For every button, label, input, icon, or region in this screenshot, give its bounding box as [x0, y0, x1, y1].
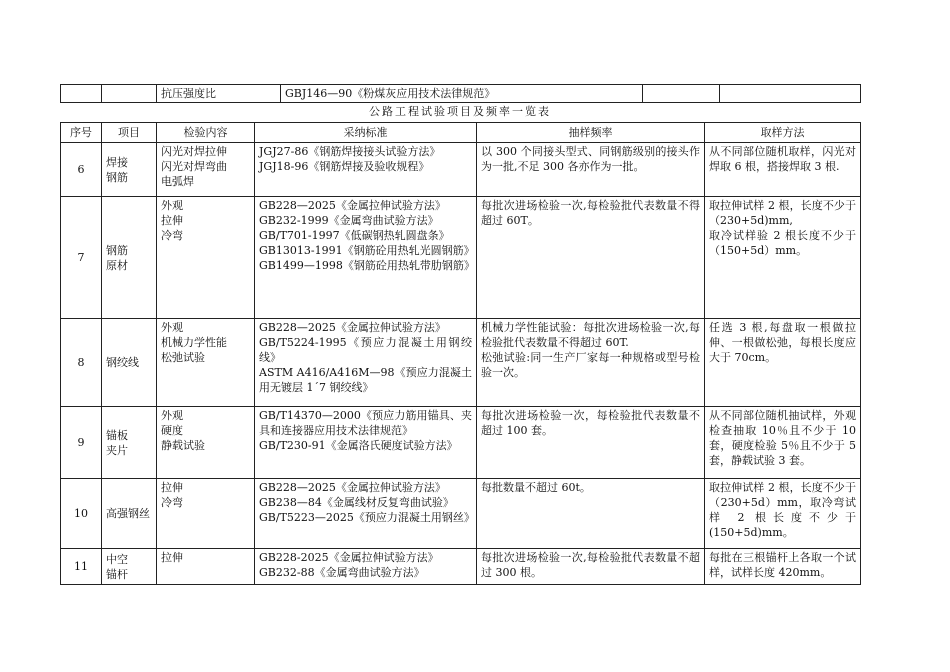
content-cell [157, 319, 255, 407]
frequency-cell [477, 197, 705, 319]
method-cell [705, 479, 861, 549]
table-row [61, 479, 861, 549]
frequency-cell [477, 319, 705, 407]
content-line: 拉伸 [161, 481, 183, 494]
method-text: 取拉伸试样 2 根，长度不少于（230+5d)mm, [709, 199, 856, 227]
content-line: 外观 [161, 321, 183, 334]
table-row [61, 143, 861, 197]
content-line: 冷弯 [161, 496, 183, 509]
standard-line: GB228—2025《金属拉伸试验方法》 [259, 481, 446, 494]
header-row [61, 123, 861, 143]
standard-cell [255, 197, 477, 319]
item-label: 高强钢丝 [106, 507, 150, 520]
frequency-text: 每批数量不超过 60t。 [481, 481, 591, 494]
frequency-text: 机械力学性能试验：每批次进场检验一次,每检验批代表数量不得超过 60T. [481, 321, 700, 349]
frequency-cell [477, 479, 705, 549]
standard-cell: GBJ146—90《粉煤灰应用技术法律规范》 [281, 85, 643, 103]
table-body [61, 143, 861, 585]
standard-cell [255, 549, 477, 585]
content-line: 外观 [161, 409, 183, 422]
content-cell [157, 143, 255, 197]
item-cell [102, 197, 157, 319]
previous-table-fragment [60, 84, 861, 103]
content-cell [157, 549, 255, 585]
empty-cell [61, 85, 102, 103]
content-cell [157, 197, 255, 319]
item-cell [102, 143, 157, 197]
header-method: 取样方法 [705, 123, 861, 143]
item-label: 钢筋 [106, 170, 128, 184]
header-standard: 采纳标准 [255, 123, 477, 143]
method-text: 从不同部位随机取样，闪光对焊取 6 根，搭接焊取 3 根. [709, 145, 856, 173]
method-text: 取冷试样验 2 根长度不少于（150+5d）mm。 [709, 229, 856, 257]
table-caption: 公路工程试验项目及频率一览表 [369, 105, 551, 118]
item-label: 锚板 [106, 428, 128, 442]
item-label: 钢绞线 [106, 356, 139, 369]
item-cell [102, 319, 157, 407]
method-text: 每批在三根锚杆上各取一个试样，试样长度 420mm。 [709, 551, 856, 579]
item-label: 夹片 [106, 443, 128, 457]
standard-line: GB232-1999《金属弯曲试验方法》 [259, 214, 439, 227]
content-line: 外观 [161, 199, 183, 212]
header-item: 项目 [102, 123, 157, 143]
empty-cell [102, 85, 157, 103]
standard-line: JGJ27-86《钢筋焊接接头试验方法》 [259, 145, 441, 158]
table-row [61, 319, 861, 407]
standard-line: GB228—2025《金属拉伸试验方法》 [259, 321, 446, 334]
table-row [61, 407, 861, 479]
standard-line: GB232-88《金属弯曲试验方法》 [259, 566, 425, 579]
item-cell [102, 479, 157, 549]
content-line: 电弧焊 [161, 175, 194, 188]
row-number: 8 [61, 319, 102, 407]
method-cell [705, 407, 861, 479]
method-cell [705, 143, 861, 197]
content-line: 静载试验 [161, 439, 205, 452]
standard-cell [255, 479, 477, 549]
content-line: 机械力学性能 [161, 336, 227, 349]
table-row [61, 197, 861, 319]
method-cell [705, 319, 861, 407]
item-label: 锚杆 [106, 567, 128, 581]
standard-line: GB/T230-91《金属洛氏硬度试验方法》 [259, 439, 458, 452]
header-content: 检验内容 [157, 123, 255, 143]
standard-cell [255, 319, 477, 407]
row-number: 7 [61, 197, 102, 319]
table-row [61, 85, 861, 103]
method-text: 任选 3 根,每盘取一根做拉伸、一根做松弛，每根长度应大于 70cm。 [709, 321, 856, 364]
row-number: 10 [61, 479, 102, 549]
standard-line: GB/T14370—2000《预应力筋用锚具、夹具和连接器应用技术法律规范》 [259, 409, 472, 437]
row-number: 9 [61, 407, 102, 479]
standard-line: GB228-2025《金属拉伸试验方法》 [259, 551, 439, 564]
method-text: 从不同部位随机抽试样，外观检查抽取 10％且不少于 10 套，硬度检验 5％且不少于 5 套，静载试验 3 套。 [709, 409, 856, 467]
item-cell [102, 549, 157, 585]
standard-cell [255, 407, 477, 479]
frequency-cell [477, 143, 705, 197]
item-label: 原材 [106, 258, 128, 272]
frequency-text: 每批次进场检验一次,每检验批代表数量不超过 300 根。 [481, 551, 700, 579]
standard-line: JGJ18-96《钢筋焊接及验收规程》 [259, 160, 430, 173]
row-number: 11 [61, 549, 102, 585]
frequency-cell [477, 549, 705, 585]
content-line: 闪光对焊弯曲 [161, 160, 227, 173]
frequency-text: 以 300 个同接头型式、同钢筋级别的接头作为一批,不足 300 各亦作为一批。 [481, 145, 700, 173]
standard-line: GB228—2025《金属拉伸试验方法》 [259, 199, 446, 212]
frequency-text: 每批次进场检验一次,每检验批代表数量不得超过 60T。 [481, 199, 700, 227]
test-frequency-table [60, 122, 861, 585]
method-cell [705, 197, 861, 319]
standard-line: ASTM A416/A416M—98《预应力混凝土用无镀层 1ˊ7 钢绞线》 [259, 366, 472, 394]
content-line: 冷弯 [161, 229, 183, 242]
empty-cell [643, 85, 720, 103]
item-label: 中空 [106, 552, 128, 566]
content-line: 松弛试验 [161, 351, 205, 364]
content-cell [157, 479, 255, 549]
standard-line: GB/T701-1997《低碳钢热轧圆盘条》 [259, 229, 450, 242]
content-line: 硬度 [161, 424, 183, 437]
item-label: 焊接 [106, 155, 128, 169]
standard-line: GB/T5223—2025《预应力混凝土用钢丝》 [259, 511, 475, 524]
frequency-cell [477, 407, 705, 479]
item-cell [102, 407, 157, 479]
header-frequency: 抽样频率 [477, 123, 705, 143]
frequency-text: 每批次进场检验一次，每检验批代表数量不超过 100 套。 [481, 409, 700, 437]
standard-line: GB/T5224-1995《预应力混凝土用钢绞线》 [259, 336, 472, 364]
standard-line: GB13013-1991《钢筋砼用热轧光圆钢筋》 [259, 244, 475, 257]
content-line: 闪光对焊拉伸 [161, 145, 227, 158]
standard-line: GB238—84《金属线材反复弯曲试验》 [259, 496, 454, 509]
item-label: 钢筋 [106, 243, 128, 257]
method-text: 取拉伸试样 2 根，长度不少于（230+5d）mm，取冷弯试样 2 根长度不少于(150+5d)mm。 [709, 481, 856, 539]
content-cell [157, 407, 255, 479]
standard-cell [255, 143, 477, 197]
row-number: 6 [61, 143, 102, 197]
table-row [61, 549, 861, 585]
empty-cell [720, 85, 861, 103]
content-line: 拉伸 [161, 214, 183, 227]
frequency-text: 松弛试验:同一生产厂家每一种规格或型号检验一次。 [481, 351, 700, 379]
content-cell: 抗压强度比 [157, 85, 281, 103]
header-no: 序号 [61, 123, 102, 143]
method-cell [705, 549, 861, 585]
standard-line: GB1499—1998《钢筋砼用热轧带肋钢筋》 [259, 259, 475, 272]
content-line: 拉伸 [161, 551, 183, 564]
